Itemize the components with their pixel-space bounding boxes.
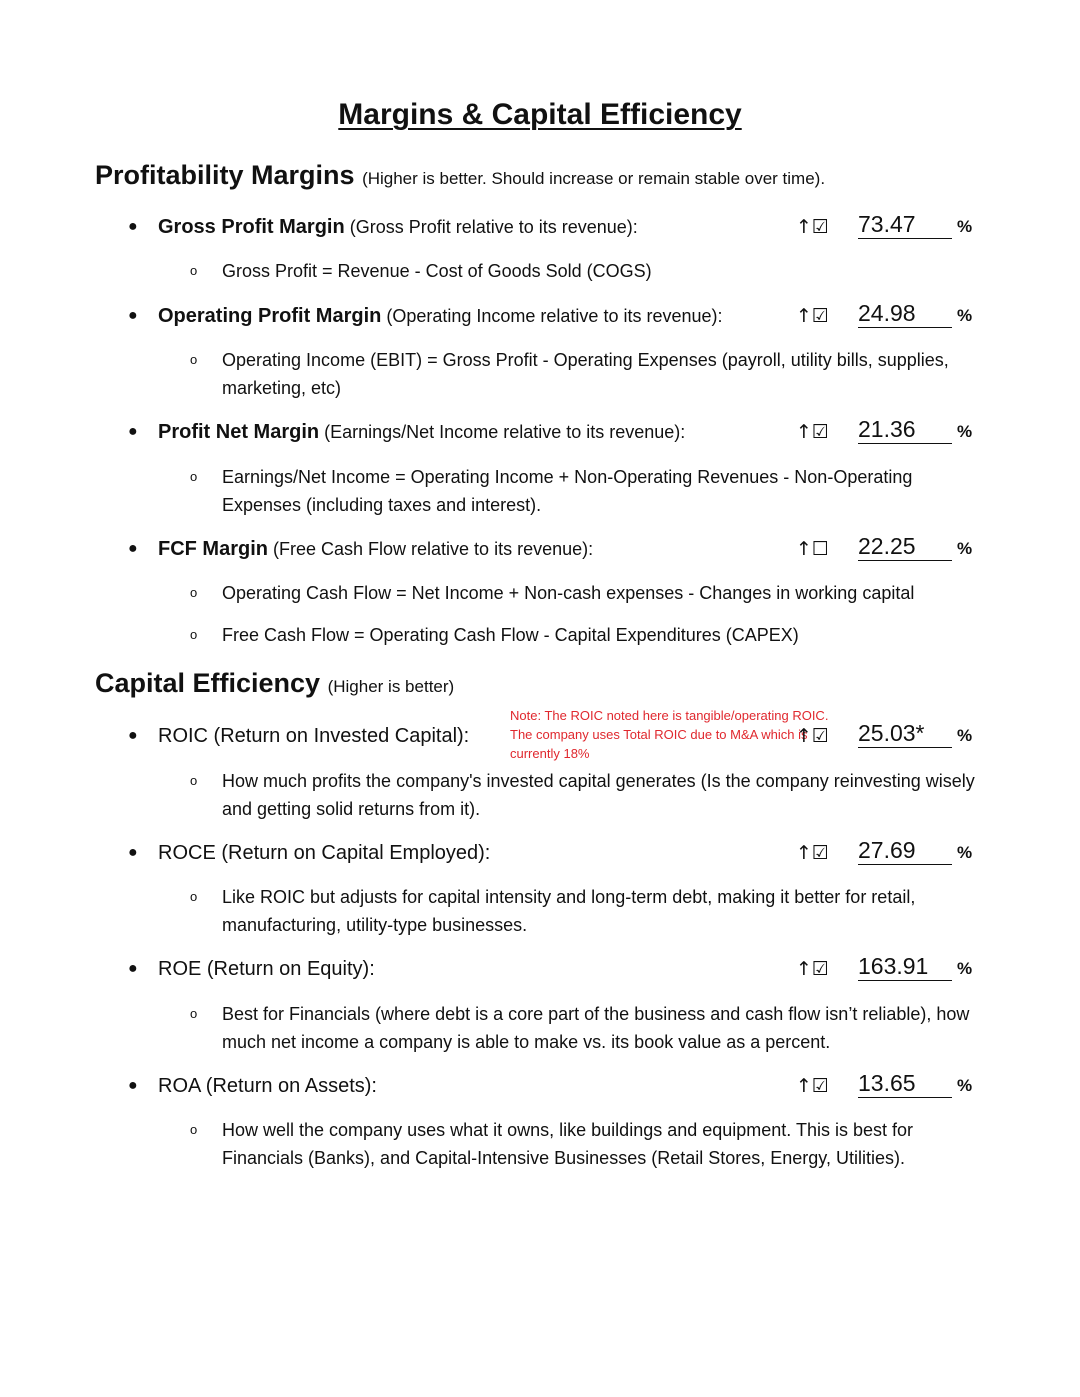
metric-name: ROIC (158, 725, 208, 747)
subpoint-text: How well the company uses what it owns, like buildings and equipment. This is best for Financials (Banks), and Capital-Intensive Businesses (Retail Stores, Energy, Utilities). (222, 1120, 914, 1168)
metric-name: Operating Profit Margin (158, 305, 382, 327)
metric-name: Gross Profit Margin (158, 216, 345, 238)
metric-value: 24.98 (858, 299, 952, 328)
subpoint-text: Free Cash Flow = Operating Cash Flow - Capital Expenditures (CAPEX) (222, 625, 799, 645)
subpoint-text: Like ROIC but adjusts for capital intensity and long-term debt, making it better for retail, manufacturing, utility-type businesses. (222, 887, 916, 935)
up-arrow-checkbox-icon: ↑☑ (796, 1075, 829, 1097)
circle-bullet-icon: o (190, 263, 198, 278)
bullet-dot-icon: ● (128, 960, 138, 977)
bullet-dot-icon: ● (128, 727, 138, 744)
subpoint-text: How much profits the company's invested capital generates (Is the company reinvesting wisely and getting solid returns from it). (222, 771, 975, 819)
bullet-dot-icon: ● (128, 844, 138, 861)
metric-value: 25.03* (858, 719, 952, 748)
circle-bullet-icon: o (190, 352, 198, 367)
bullet-dot-icon: ● (128, 218, 138, 235)
bullet-dot-icon: ● (128, 307, 138, 324)
up-arrow-checkbox-icon: ↑☑ (796, 216, 829, 238)
metric-description: (Operating Income relative to its revenue): (381, 306, 723, 326)
circle-bullet-icon: o (190, 585, 198, 600)
subpoint-text: Earnings/Net Income = Operating Income + Non-Operating Revenues - Non-Operating Expenses (including taxes and interest). (222, 467, 913, 515)
up-arrow-checkbox-icon: ↑☑ (796, 421, 829, 443)
subpoint-text: Best for Financials (where debt is a core part of the business and cash flow isn’t reliable), how much net income a company is able to make vs. its book value as a percent. (222, 1004, 970, 1052)
metric-unit: % (957, 959, 973, 978)
metric-value: 22.25 (858, 532, 952, 561)
metric-unit: % (957, 217, 973, 236)
section-heading-capital-efficiency (95, 668, 454, 699)
section-title: Profitability Margins (95, 160, 355, 190)
circle-bullet-icon: o (190, 773, 198, 788)
metric-unit: % (957, 1076, 973, 1095)
metric-name: ROCE (158, 842, 216, 864)
metric-name: Profit Net Margin (158, 421, 320, 443)
metric-unit: % (957, 422, 973, 441)
metric-value: 13.65 (858, 1069, 952, 1098)
up-arrow-checkbox-icon: ↑☑ (796, 842, 829, 864)
metric-description: (Return on Assets): (200, 1075, 377, 1097)
circle-bullet-icon: o (190, 469, 198, 484)
metric-description: (Free Cash Flow relative to its revenue): (268, 539, 594, 559)
metric-value: 73.47 (858, 210, 952, 239)
bullet-dot-icon: ● (128, 1077, 138, 1094)
subpoint-text: Gross Profit = Revenue - Cost of Goods Sold (COGS) (222, 261, 652, 281)
metric-name: ROA (158, 1075, 201, 1097)
section-title: Capital Efficiency (95, 668, 321, 698)
metric-description: (Gross Profit relative to its revenue): (344, 217, 638, 237)
circle-bullet-icon: o (190, 627, 198, 642)
section-subtitle: (Higher is better. Should increase or remain stable over time). (362, 169, 826, 188)
metric-value: 21.36 (858, 415, 952, 444)
section-heading-profitability (95, 160, 825, 191)
metric-description: (Return on Invested Capital): (208, 725, 470, 747)
up-arrow-checkbox-icon: ↑☑ (796, 305, 829, 327)
metric-unit: % (957, 306, 973, 325)
bullet-dot-icon: ● (128, 423, 138, 440)
metric-value: 163.91 (858, 952, 952, 981)
bullet-dot-icon: ● (128, 540, 138, 557)
metric-description: (Earnings/Net Income relative to its revenue): (319, 422, 686, 442)
section-subtitle: (Higher is better) (327, 677, 455, 696)
metric-description: (Return on Equity): (201, 958, 375, 980)
metric-description: (Return on Capital Employed): (215, 842, 491, 864)
up-arrow-checkbox-icon: ↑☑ (796, 958, 829, 980)
metric-unit: % (957, 843, 973, 862)
metric-name: ROE (158, 958, 202, 980)
circle-bullet-icon: o (190, 889, 198, 904)
circle-bullet-icon: o (190, 1006, 198, 1021)
metric-unit: % (957, 726, 973, 745)
metric-value: 27.69 (858, 836, 952, 865)
up-arrow-empty-checkbox-icon: ↑☐ (796, 538, 829, 560)
metric-name: FCF Margin (158, 538, 268, 560)
metric-unit: % (957, 539, 973, 558)
page-title: Margins & Capital Efficiency (338, 98, 742, 131)
up-arrow-checkbox-icon: ↑☑ (796, 725, 829, 747)
circle-bullet-icon: o (190, 1122, 198, 1137)
subpoint-text: Operating Cash Flow = Net Income + Non-cash expenses - Changes in working capital (222, 583, 915, 603)
subpoint-text: Operating Income (EBIT) = Gross Profit - Operating Expenses (payroll, utility bills, supplies, marketing, etc) (222, 350, 949, 398)
roic-note: Note: The ROIC noted here is tangible/operating ROIC. The company uses Total ROIC due to M&A which is currently 18% (510, 708, 829, 761)
